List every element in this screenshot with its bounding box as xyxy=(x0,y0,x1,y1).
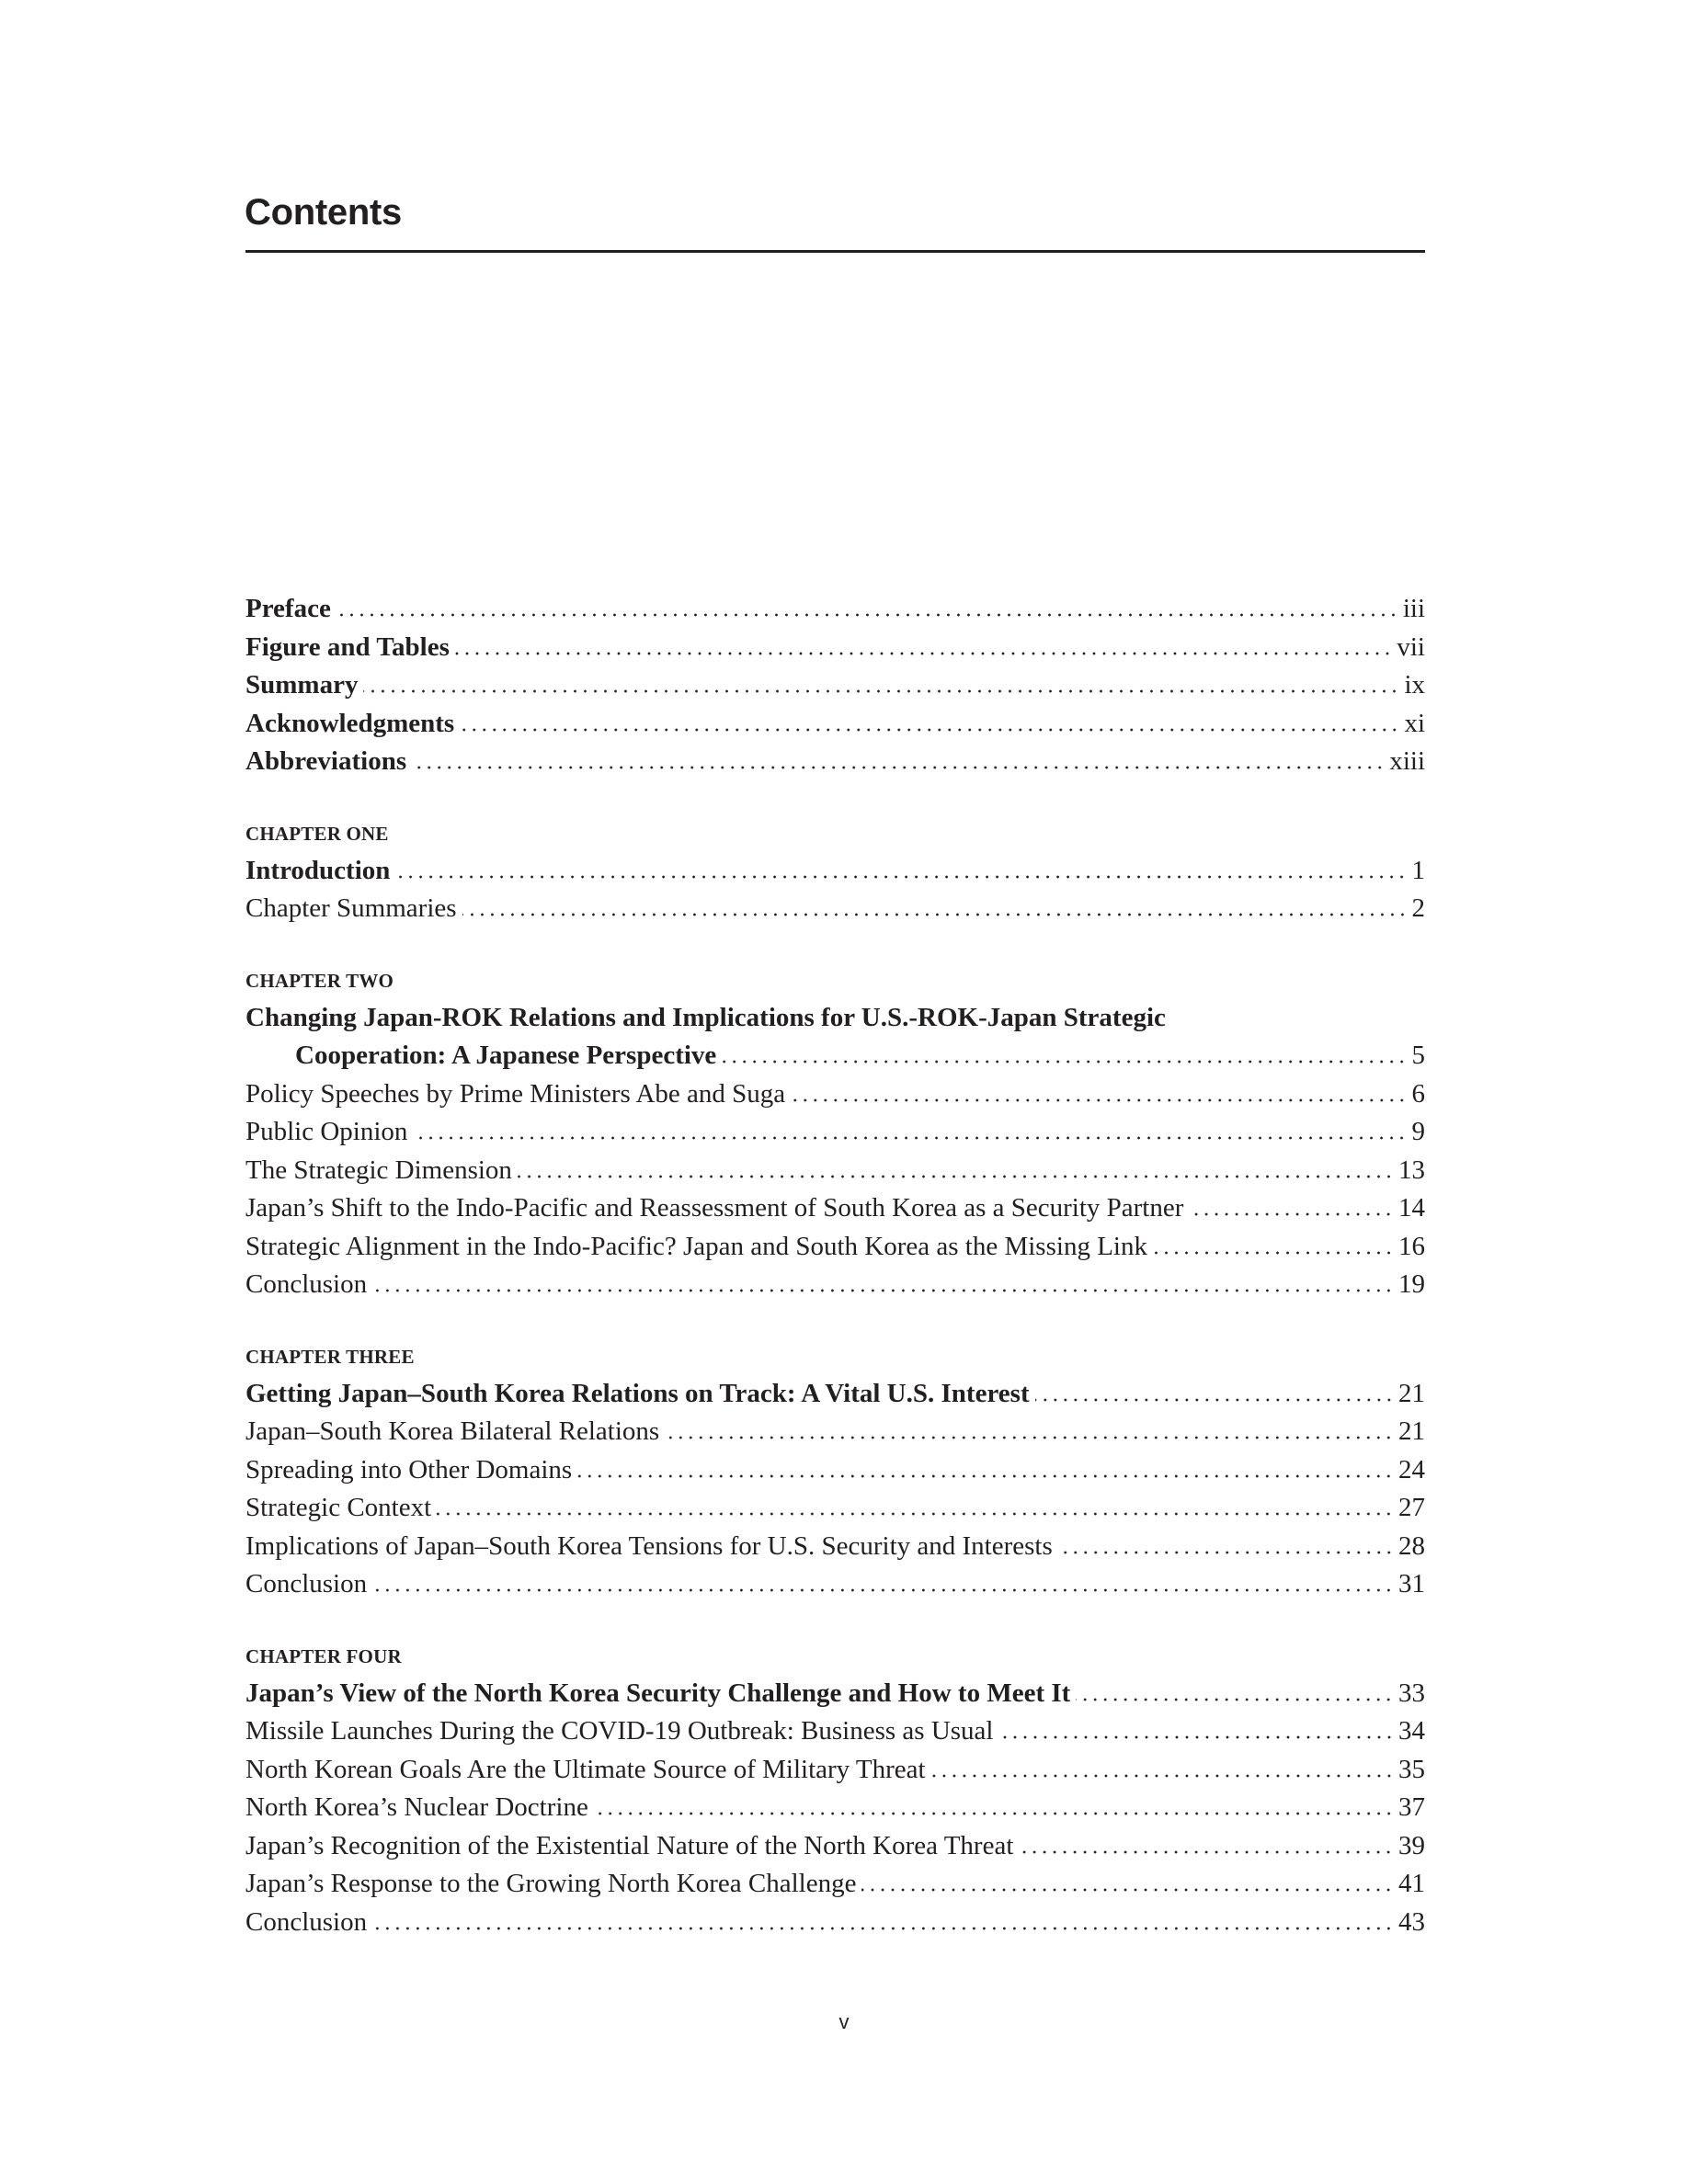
toc-section[interactable] xyxy=(245,1152,1425,1190)
toc-entry-label: Strategic Alignment in the Indo-Pacific? Japan and South Korea as the Missing Link xyxy=(245,1231,1147,1261)
toc-entry-page: 6 xyxy=(1411,1078,1425,1109)
toc-entry-label: Strategic Context xyxy=(245,1493,432,1522)
dot-leader xyxy=(665,1436,1394,1439)
dot-leader xyxy=(455,652,1392,655)
dot-leader xyxy=(791,1098,1407,1102)
toc-entry-page: 5 xyxy=(1411,1041,1425,1070)
toc-entry-label: Policy Speeches by Prime Ministers Abe and Suga xyxy=(245,1078,786,1109)
toc-entry-page: 24 xyxy=(1398,1454,1425,1484)
page-title: Contents xyxy=(245,192,402,233)
dot-leader xyxy=(437,1512,1394,1516)
toc-entry-label: North Korea’s Nuclear Doctrine xyxy=(245,1792,588,1822)
toc-entry-label: Conclusion xyxy=(245,1269,368,1299)
toc-entry-page: xi xyxy=(1404,708,1425,738)
toc-section[interactable] xyxy=(245,1789,1425,1827)
toc-entry-page: 31 xyxy=(1398,1569,1425,1598)
toc-entry-acknowledgments[interactable] xyxy=(245,705,1425,744)
dot-leader xyxy=(363,689,1399,693)
toc-entry-page: 14 xyxy=(1398,1193,1425,1223)
toc-chapter-title-line1[interactable] xyxy=(245,999,1425,1038)
chapter-label: CHAPTER THREE xyxy=(245,1346,415,1368)
toc-entry-label: Changing Japan-ROK Relations and Implications for U.S.-ROK-Japan Strategic xyxy=(245,1002,1166,1032)
toc-entry-page: 21 xyxy=(1398,1416,1425,1446)
chapter-two xyxy=(245,961,1425,1304)
toc-entry-label: Abbreviations xyxy=(245,746,407,776)
chapter-three xyxy=(245,1337,1425,1604)
toc-chapter-title[interactable] xyxy=(245,1375,1425,1414)
toc-section[interactable] xyxy=(245,1489,1425,1528)
dot-leader xyxy=(1019,1850,1394,1854)
chapter-label: CHAPTER TWO xyxy=(245,970,394,992)
dot-leader xyxy=(336,613,1398,617)
toc-entry-page: 35 xyxy=(1398,1754,1425,1784)
toc-section[interactable] xyxy=(245,1528,1425,1566)
toc-section[interactable] xyxy=(245,1075,1425,1114)
table-of-contents xyxy=(245,590,1425,1941)
toc-entry-page: 2 xyxy=(1411,893,1425,923)
toc-entry-label: Japan–South Korea Bilateral Relations xyxy=(245,1416,660,1446)
toc-entry-label: Public Opinion xyxy=(245,1117,408,1146)
dot-leader xyxy=(577,1474,1394,1478)
toc-section[interactable] xyxy=(245,1413,1425,1451)
toc-entry-page: 43 xyxy=(1398,1906,1425,1937)
dot-leader xyxy=(999,1735,1395,1739)
toc-entry-label: Spreading into Other Domains xyxy=(245,1454,573,1484)
toc-entry-figure-and-tables[interactable] xyxy=(245,629,1425,667)
dot-leader xyxy=(594,1812,1394,1815)
dot-leader xyxy=(1076,1698,1394,1701)
toc-section[interactable] xyxy=(245,1827,1425,1866)
toc-entry-page: xiii xyxy=(1389,746,1425,776)
toc-entry-preface[interactable] xyxy=(245,590,1425,629)
toc-entry-page: 37 xyxy=(1398,1792,1425,1822)
dot-leader xyxy=(1035,1398,1394,1402)
dot-leader xyxy=(395,875,1407,879)
toc-entry-page: 27 xyxy=(1398,1493,1425,1522)
toc-entry-summary[interactable] xyxy=(245,666,1425,705)
toc-entry-page: 28 xyxy=(1398,1530,1425,1561)
toc-entry-label: Missile Launches During the COVID-19 Outbreak: Business as Usual xyxy=(245,1716,994,1746)
toc-section[interactable] xyxy=(245,1228,1425,1267)
toc-entry-label: Conclusion xyxy=(245,1569,368,1598)
toc-entry-label: Acknowledgments xyxy=(245,708,455,738)
toc-entry-label: Figure and Tables xyxy=(245,631,450,662)
dot-leader xyxy=(412,766,1385,769)
toc-chapter-title[interactable] xyxy=(245,1675,1425,1713)
page-number: v xyxy=(838,2010,850,2033)
toc-section[interactable] xyxy=(245,1113,1425,1152)
title-rule xyxy=(245,250,1425,253)
dot-leader xyxy=(1153,1251,1394,1255)
toc-entry-label: Conclusion xyxy=(245,1906,368,1937)
toc-section[interactable] xyxy=(245,1451,1425,1490)
toc-entry-page: 9 xyxy=(1411,1117,1425,1146)
toc-entry-label: North Korean Goals Are the Ultimate Source of Military Threat xyxy=(245,1754,926,1784)
toc-entry-label: Japan’s View of the North Korea Security Challenge and How to Meet It xyxy=(245,1678,1071,1708)
toc-entry-label: Chapter Summaries xyxy=(245,893,457,923)
toc-entry-page: iii xyxy=(1402,594,1425,623)
toc-entry-page: 16 xyxy=(1398,1231,1425,1261)
dot-leader xyxy=(372,1927,1394,1930)
dot-leader xyxy=(518,1175,1394,1178)
toc-entry-label: Summary xyxy=(245,670,359,700)
toc-section[interactable] xyxy=(245,1565,1425,1604)
toc-entry-label: Japan’s Shift to the Indo-Pacific and Reassessment of South Korea as a Security Partner xyxy=(245,1193,1184,1223)
toc-entry-label: Implications of Japan–South Korea Tensions for U.S. Security and Interests xyxy=(245,1530,1053,1561)
dot-leader xyxy=(372,1289,1394,1292)
dot-leader xyxy=(722,1060,1407,1064)
toc-chapter-title[interactable] xyxy=(245,852,1425,891)
dot-leader xyxy=(931,1774,1394,1778)
dot-leader xyxy=(1058,1551,1394,1554)
dot-leader xyxy=(462,913,1408,916)
toc-section[interactable] xyxy=(245,1712,1425,1751)
toc-entry-label: Japan’s Response to the Growing North Korea Challenge xyxy=(245,1869,857,1898)
dot-leader xyxy=(460,728,1399,732)
front-matter xyxy=(245,590,1425,781)
toc-section[interactable] xyxy=(245,1865,1425,1904)
toc-entry-page: 13 xyxy=(1398,1155,1425,1185)
toc-entry-page: ix xyxy=(1404,670,1425,700)
chapter-one xyxy=(245,813,1425,928)
toc-chapter-title-line2[interactable] xyxy=(245,1037,1425,1075)
toc-entry-page: 34 xyxy=(1398,1716,1425,1746)
dot-leader xyxy=(413,1136,1407,1140)
toc-entry-page: 39 xyxy=(1398,1830,1425,1860)
toc-entry-label: Preface xyxy=(245,594,331,623)
toc-entry-page: 41 xyxy=(1398,1869,1425,1898)
toc-entry-label: The Strategic Dimension xyxy=(245,1155,512,1185)
toc-section[interactable] xyxy=(245,1751,1425,1790)
toc-entry-label: Japan’s Recognition of the Existential Nature of the North Korea Threat xyxy=(245,1830,1014,1860)
chapter-four xyxy=(245,1636,1425,1941)
toc-entry-abbreviations[interactable] xyxy=(245,743,1425,781)
toc-entry-page: vii xyxy=(1397,631,1425,662)
toc-entry-page: 33 xyxy=(1398,1678,1425,1708)
toc-entry-label: Cooperation: A Japanese Perspective xyxy=(295,1041,717,1070)
toc-entry-page: 1 xyxy=(1411,855,1425,885)
toc-section[interactable] xyxy=(245,1266,1425,1304)
toc-entry-page: 21 xyxy=(1398,1378,1425,1408)
dot-leader xyxy=(1189,1212,1394,1216)
chapter-label: CHAPTER FOUR xyxy=(245,1645,402,1667)
toc-entry-page: 19 xyxy=(1398,1269,1425,1299)
toc-section[interactable] xyxy=(245,890,1425,928)
toc-entry-label: Getting Japan–South Korea Relations on Track: A Vital U.S. Interest xyxy=(245,1378,1030,1408)
chapter-label: CHAPTER ONE xyxy=(245,823,389,845)
toc-entry-label: Introduction xyxy=(245,855,391,885)
toc-section[interactable] xyxy=(245,1189,1425,1228)
dot-leader xyxy=(372,1588,1394,1592)
dot-leader xyxy=(861,1888,1394,1892)
toc-section[interactable] xyxy=(245,1904,1425,1942)
